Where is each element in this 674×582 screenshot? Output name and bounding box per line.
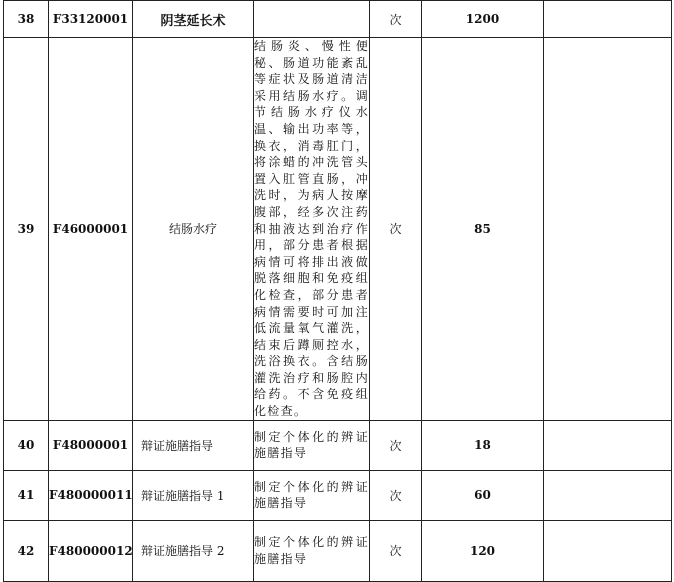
item-price: 1200 xyxy=(422,1,544,38)
item-number: 39 xyxy=(4,38,49,421)
item-note xyxy=(544,38,672,421)
item-code: F46000001 xyxy=(49,38,133,421)
item-name: 阴茎延长术 xyxy=(133,1,254,38)
item-unit: 次 xyxy=(370,1,422,38)
item-code: F33120001 xyxy=(49,1,133,38)
item-description: 制定个体化的辨证施膳指导 xyxy=(254,520,370,581)
table-row xyxy=(4,38,672,421)
item-number: 42 xyxy=(4,520,49,581)
item-number: 40 xyxy=(4,420,49,470)
table-row xyxy=(4,420,672,470)
item-code: F480000011 xyxy=(49,470,133,520)
table-row xyxy=(4,520,672,581)
item-note xyxy=(544,420,672,470)
fee-table xyxy=(3,0,672,582)
item-name: 辩证施膳指导 xyxy=(133,420,254,470)
item-unit: 次 xyxy=(370,520,422,581)
item-name: 辩证施膳指导 1 xyxy=(133,470,254,520)
table-row xyxy=(4,1,672,38)
item-number: 38 xyxy=(4,1,49,38)
item-name: 辩证施膳指导 2 xyxy=(133,520,254,581)
table-row xyxy=(4,470,672,520)
item-name: 结肠水疗 xyxy=(133,38,254,421)
item-description: 制定个体化的辨证施膳指导 xyxy=(254,420,370,470)
item-description: 结肠炎、慢性便秘、肠道功能紊乱等症状及肠道清洁采用结肠水疗。调节结肠水疗仪水温、输出功率等，换衣，消毒肛门，将涂蜡的冲洗管头置入肛管直肠，冲洗时，为病人按摩腹部，经多次注药和抽液达到治疗作用，部分患者根据病情可将排出液做脱落细胞和免疫组化检查，部分患者病情需要时可加注低流量氧气灌洗，结束后蹲厕控水，洗浴换衣。含结肠灌洗治疗和肠腔内给药。不含免疫组化检查。 xyxy=(254,38,370,421)
item-note xyxy=(544,520,672,581)
item-code: F480000012 xyxy=(49,520,133,581)
item-note xyxy=(544,470,672,520)
item-price: 18 xyxy=(422,420,544,470)
item-code: F48000001 xyxy=(49,420,133,470)
item-price: 85 xyxy=(422,38,544,421)
item-number: 41 xyxy=(4,470,49,520)
item-unit: 次 xyxy=(370,470,422,520)
item-description xyxy=(254,1,370,38)
item-unit: 次 xyxy=(370,38,422,421)
item-note xyxy=(544,1,672,38)
item-description: 制定个体化的辨证施膳指导 xyxy=(254,470,370,520)
item-price: 120 xyxy=(422,520,544,581)
item-unit: 次 xyxy=(370,420,422,470)
item-price: 60 xyxy=(422,470,544,520)
